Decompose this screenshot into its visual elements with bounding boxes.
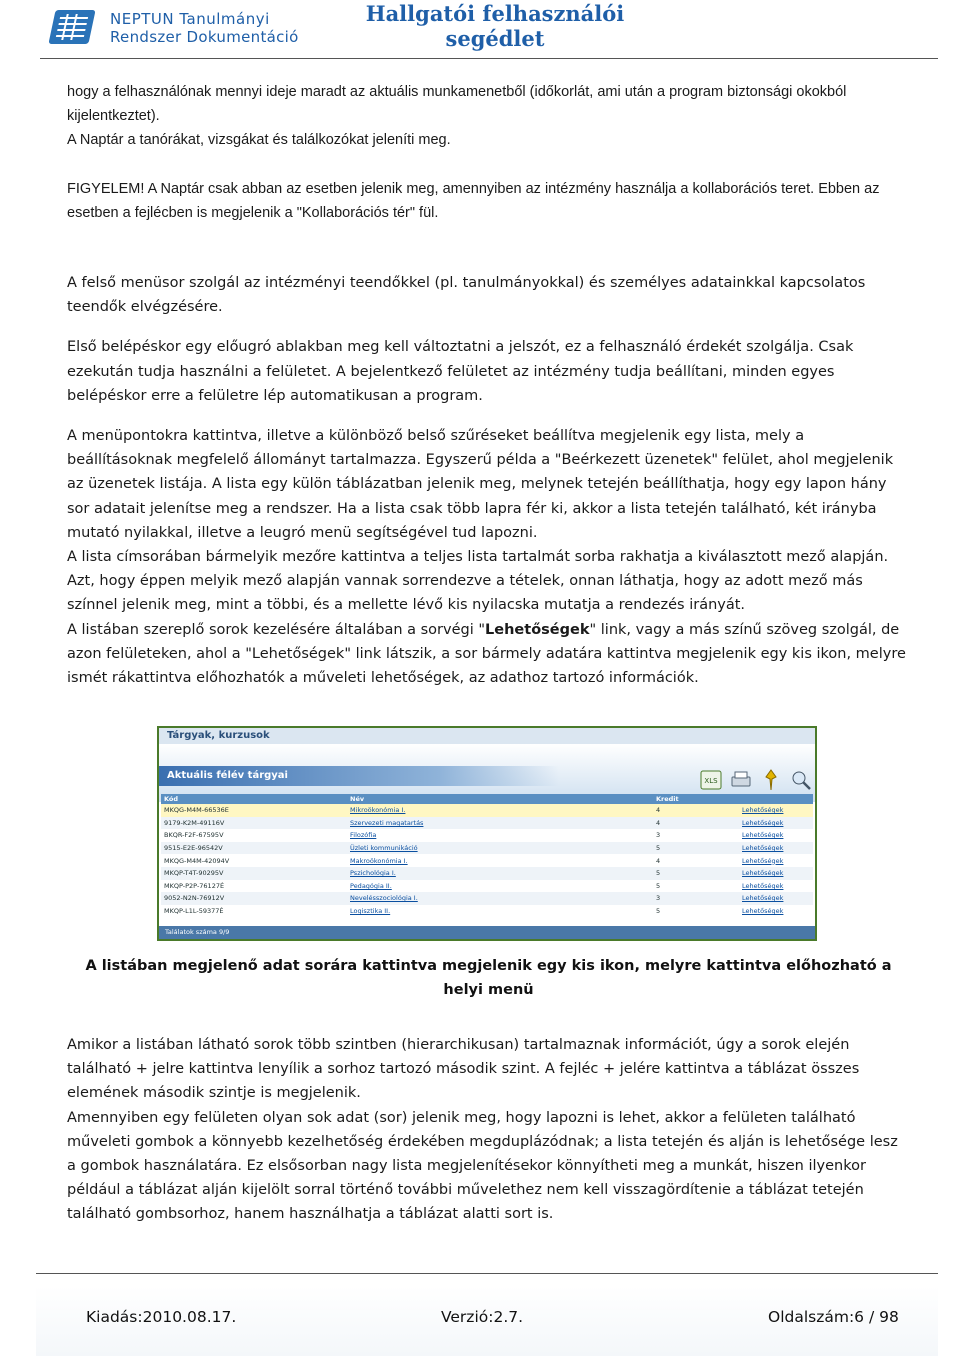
options-link[interactable]: Lehetőségek: [742, 856, 784, 865]
paragraph-sorting: A lista címsorában bármelyik mezőre kattintva a teljes lista tartalmát sorba rakhatja a kiválasztott mező alapján. Azt, hogy éppen melyik mező alapján vannak sorrendezve a tételek, onnan láthatja, hogy az adott mező más színnel jelenik meg, mint a többi, és a mellette lévő kis nyilacska mutatja a rendezés irányát.: [67, 549, 889, 614]
table-row[interactable]: MKQG-M4M-66536E Mikroökonómia I. 4 Lehetőségek: [161, 804, 813, 817]
table-row[interactable]: 9179-K2M-49116V Szervezeti magatartás 4 Lehetőségek: [161, 817, 813, 830]
options-link[interactable]: Lehetőségek: [739, 867, 813, 880]
document-title: Hallgatói felhasználói segédlet: [365, 1, 625, 51]
table-row[interactable]: 9052-N2N-76912V Nevelésszociológia I. 3 Lehetőségek: [161, 892, 813, 905]
course-list-screenshot: [157, 726, 817, 941]
options-link[interactable]: Lehetőségek: [739, 842, 813, 855]
panel-subtitle: Aktuális félév tárgyai: [159, 766, 559, 786]
column-header-credit[interactable]: Kredit: [653, 794, 739, 804]
table-row[interactable]: MKQP-L1L-59377É Logisztika II. 5 Lehetőségek: [161, 905, 813, 918]
table-row[interactable]: BKQR-F2F-67595V Filozófia 3 Lehetőségek: [161, 829, 813, 842]
neptun-logo-icon: [48, 10, 95, 44]
options-link[interactable]: Lehetőségek: [742, 831, 784, 840]
excel-export-icon[interactable]: [699, 768, 723, 792]
header-divider: [40, 58, 938, 59]
body-text: [67, 80, 910, 690]
course-table: [161, 794, 813, 917]
table-row[interactable]: 9515-E2E-96542V Üzleti kommunikáció 5 Lehetőségek: [161, 842, 813, 855]
table-row[interactable]: MKQP-T4T-90295V Pszichológia I. 5 Lehetőségek: [161, 867, 813, 880]
paragraph-hierarchy: Amikor a listában látható sorok több szintben (hierarchikusan) tartalmaznak információt, úgy a sorok elején található + jelre kattintva lenyílik a sorhoz tartozó második szint. A fejléc + jelére kattintva a táblázat összes elemének második szintje is megjelenik.: [67, 1037, 860, 1102]
page-header: [0, 0, 960, 58]
options-link[interactable]: Lehetőségek: [739, 892, 813, 905]
options-link[interactable]: Lehetőségek: [742, 907, 784, 916]
footer-divider: [36, 1273, 938, 1274]
svg-text:XLS: XLS: [704, 777, 718, 785]
paragraph-duplicate-buttons: Amennyiben egy felületen olyan sok adat (sor) jelenik meg, hogy lapozni is lehet, akkor a felületen található műveleti gombok a könnyebb kezelhetőség érdekében megduplázódnak; a lista tetején és alján is lehetősége lesz a gombok használatára. Ez elsősorban nagy lista megjelenítésekor könnyítheti meg a munkát, hiszen ilyenkor például a táblázat alján kijelölt sorral történő további művelethez nem kell visszagördítenie a táblázat tetején található gombsorhoz, hanem használhatja a táblázat alatti sort is.: [67, 1109, 898, 1223]
column-header-name[interactable]: Név: [347, 794, 653, 804]
paragraph-session: hogy a felhasználónak mennyi ideje maradt az aktuális munkamenetből (időkorlát, ami után a program biztonsági okokból kijelentkeztet).: [67, 84, 847, 125]
paragraph-calendar: A Naptár a tanórákat, vizsgákat és találkozókat jeleníti meg.: [67, 132, 451, 149]
paragraph-warning: FIGYELEM! A Naptár csak abban az esetben jelenik meg, amennyiben az intézmény használja a kollaborációs teret. Ebben az esetben a fejlécben is megjelenik a "Kollaborációs tér" fül.: [67, 180, 880, 221]
page-number: Oldalszám:6 / 98: [768, 1308, 899, 1326]
options-link[interactable]: Lehetőségek: [739, 804, 813, 817]
paragraph-menu: A felső menüsor szolgál az intézményi teendőkkel (pl. tanulmányokkal) és személyes adatainkkal kapcsolatos teendők elvégzésére.: [67, 275, 866, 316]
pin-icon[interactable]: [759, 768, 783, 792]
panel-title: Tárgyak, kurzusok: [159, 728, 815, 744]
search-icon[interactable]: [789, 768, 813, 792]
table-row[interactable]: MKQG-M4M-42094V Makroökonómia I. 4 Lehetőségek: [161, 854, 813, 867]
body-text-continued: [67, 1033, 910, 1227]
table-row[interactable]: MKQP-P2P-76127É Pedagógia II. 5 Lehetőségek: [161, 880, 813, 893]
result-count: Találatok száma 9/9: [159, 926, 815, 939]
paragraph-row-actions: A listában szereplő sorok kezelésére általában a sorvégi "Lehetőségek" link, vagy a más színű szöveg szolgál, de azon felületeken, ahol a "Lehetőségek" link látszik, a sor bármely adatára kattintva megjelenik egy kis ikon, melyre ismét rákattintva előhozhatók a műveleti lehetőségek, az adathoz tartozó információk.: [67, 621, 906, 687]
paragraph-list: A menüpontokra kattintva, illetve a különböző belső szűréseket beállítva megjelenik egy lista, mely a beállításoknak megfelelő állományt tartalmazza. Egyszerű példa a "Beérkezett üzenetek" felület, ahol megjelenik az üzenetek listája. A lista egy külön táblázatban jelenik meg, melynek tetején beállíthatja, hogy egy lapon hány sor adatait jelenítse meg a rendszer. Ha a lista csak több lapra fér ki, akkor a lista tetején található, két irányba mutató nyilakkal, illetve a leugró menü segítségével tud lapozni.: [67, 428, 894, 541]
options-link-label: Lehetőségek: [485, 621, 590, 638]
table-header-row: [161, 794, 813, 804]
version-number: Verzió:2.7.: [441, 1308, 524, 1326]
print-icon[interactable]: [729, 768, 753, 792]
edition-date: Kiadás:2010.08.17.: [86, 1308, 237, 1326]
brand-name: NEPTUN Tanulmányi: [110, 10, 270, 28]
brand-subtitle: Rendszer Dokumentáció: [110, 28, 299, 46]
figure-caption: A listában megjelenő adat sorára kattintva megjelenik egy kis ikon, melyre kattintva előhozható a helyi menü: [85, 958, 892, 998]
column-header-code[interactable]: Kód: [161, 794, 347, 804]
options-link[interactable]: Lehetőségek: [739, 817, 813, 830]
options-link[interactable]: Lehetőségek: [742, 881, 784, 890]
paragraph-first-login: Első belépéskor egy előugró ablakban meg kell változtatni a jelszót, ez a felhasználó érdekét szolgálja. Csak ezekután tudja használni a felületet. A bejelentkező felületet az intézmény tudja beállítani, minden egyes belépéskor erre a felületre lép automatikusan a program.: [67, 339, 854, 404]
page-footer: [36, 1286, 938, 1356]
column-header-actions: [739, 794, 813, 804]
